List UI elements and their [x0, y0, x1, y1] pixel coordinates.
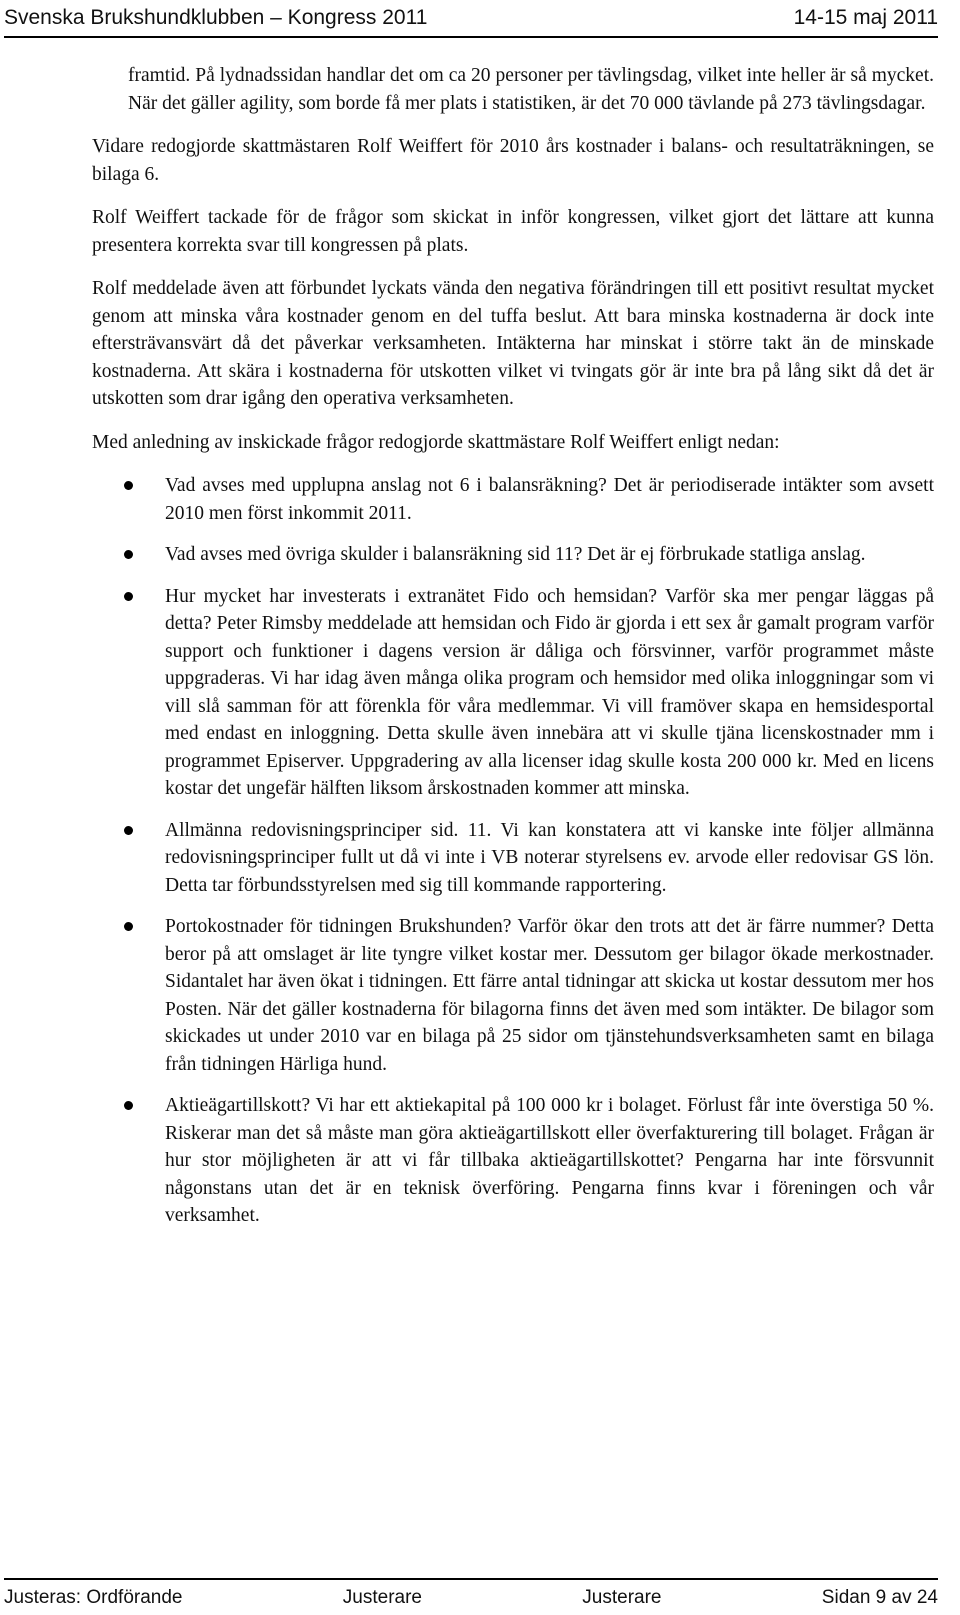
- list-item-text: Vad avses med övriga skulder i balansräkning sid 11? Det är ej förbrukade statliga anslag.: [165, 544, 866, 565]
- list-item: [92, 913, 934, 1078]
- page-footer: [4, 1578, 938, 1615]
- list-item-text: Allmänna redovisningsprinciper sid. 11. Vi kan konstatera att vi kanske inte följer allmänna redovisningsprinciper fullt ut då vi inte i VB noterar styrelsens ev. arvode eller redovisar GS lön. Detta tar förbundsstyrelsen med sig till kommande rapportering.: [165, 819, 934, 896]
- header-title: Svenska Brukshundklubben – Kongress 2011: [4, 6, 428, 29]
- paragraph-treasurer-report: Vidare redogjorde skattmästaren Rolf Weiffert för 2010 års kostnader i balans- och resultaträkningen, se bilaga 6.: [92, 136, 934, 185]
- paragraph-results: Rolf meddelade även att förbundet lyckats vända den negativa förändringen till ett positivt resultat mycket genom att minska våra kostnader genom en del tuffa beslut. Att bara minska kostnaderna är dock inte eftersträvansvärt då det påverkar verksamheten. Intäkterna har minskat i större takt än de minskade kostnaderna. Att skära i kostnaderna för utskotten vilket vi tvingats gör är inte bra på lång sikt då det är utskotten som drar igång den operativa verksamheten.: [92, 278, 934, 409]
- footer-chair-role: Ordförande: [86, 1586, 183, 1608]
- footer-page-number: Sidan 9 av 24: [821, 1586, 938, 1608]
- footer-adjuster-2: Justerare: [582, 1586, 662, 1608]
- list-item-text: Hur mycket har investerats i extranätet Fido och hemsidan? Varför ska mer pengar läggas på detta? Peter Rimsby meddelade att hemsidan och Fido är gjorda i ett sex år gamalt program varför support och funktioner i dagens version är dåliga och försvinner, varför programmet måste uppgraderas. Vi har idag även många olika program och hemsidor med olika inloggningar som vi vill slå samman för att förenkla för våra medlemmar. Vi vill framöver skapa en hemsidesportal med endast en inloggning. Detta skulle även innebära att vi skulle tjäna licenskostnader mm i programmet Episerver. Uppgradering av alla licenser idag skulle kosta 200 000 kr. Med en licens kostar det ungefär hälften liksom årskostnaden kommer att minska.: [165, 585, 934, 799]
- list-item-text: Aktieägartillskott? Vi har ett aktiekapital på 100 000 kr i bolaget. Förlust får inte överstiga 50 %. Riskerar man det så måste man göra aktieägartillskott eller överfakturering till bolaget. Frågan är hur stor möjligheten är att vi får tillbaka aktieägartillskottet? Pengarna har inte försvunnit någonstans utan det är en teknisk överföring. Pengarna finns kvar i föreningen och vår verksamhet.: [165, 1095, 934, 1226]
- paragraph-thanks: Rolf Weiffert tackade för de frågor som skickat in inför kongressen, vilket gjort det lättare att kunna presentera korrekta svar till kongressen på plats.: [92, 207, 934, 256]
- list-item: [92, 1092, 934, 1230]
- list-item-text: Vad avses med upplupna anslag not 6 i balansräkning? Det är periodiserade intäkter som avsett 2010 men först inkommit 2011.: [165, 475, 934, 524]
- list-item: [92, 583, 934, 803]
- bullet-icon: [124, 1101, 133, 1110]
- questions-list: [92, 472, 934, 1230]
- footer-chair: [4, 1587, 183, 1609]
- bullet-icon: [124, 826, 133, 835]
- header-date: 14-15 maj 2011: [793, 6, 938, 29]
- bullet-icon: [124, 592, 133, 601]
- bullet-icon: [124, 922, 133, 931]
- page-header: [4, 0, 938, 38]
- footer-adjuster-1: Justerare: [342, 1586, 422, 1608]
- bullet-icon: [124, 481, 133, 490]
- list-item: [92, 472, 934, 527]
- bullet-icon: [124, 550, 133, 559]
- paragraph-continuation: framtid. På lydnadssidan handlar det om ca 20 personer per tävlingsdag, vilket inte heller är så mycket. När det gäller agility, som borde få mer plats i statistiken, är det 70 000 tävlande på 273 tävlingsdagar.: [128, 65, 934, 114]
- document-body: [92, 62, 934, 1244]
- footer-justeras-label: Justeras:: [4, 1586, 82, 1608]
- paragraph-questions-intro: Med anledning av inskickade frågor redogjorde skattmästare Rolf Weiffert enligt nedan:: [92, 431, 780, 453]
- list-item: [92, 817, 934, 900]
- list-item-text: Portokostnader för tidningen Brukshunden? Varför ökar den trots att det är färre nummer? Detta beror på att omslaget är lite tyngre vilket kostar mer. Dessutom ger bilagor ökade merkostnader. Sidantalet har även ökat i tidningen. Ett färre antal tidningar att skicka ut kostar dessutom mer hos Posten. När det gäller kostnaderna för bilagorna finns det även med som intäkter. De bilagor som skickades ut under 2010 var en bilaga på 25 sidor om tjänstehundsverksamheten samt en bilaga från tidningen Härliga hund.: [165, 916, 934, 1075]
- list-item: [92, 541, 934, 569]
